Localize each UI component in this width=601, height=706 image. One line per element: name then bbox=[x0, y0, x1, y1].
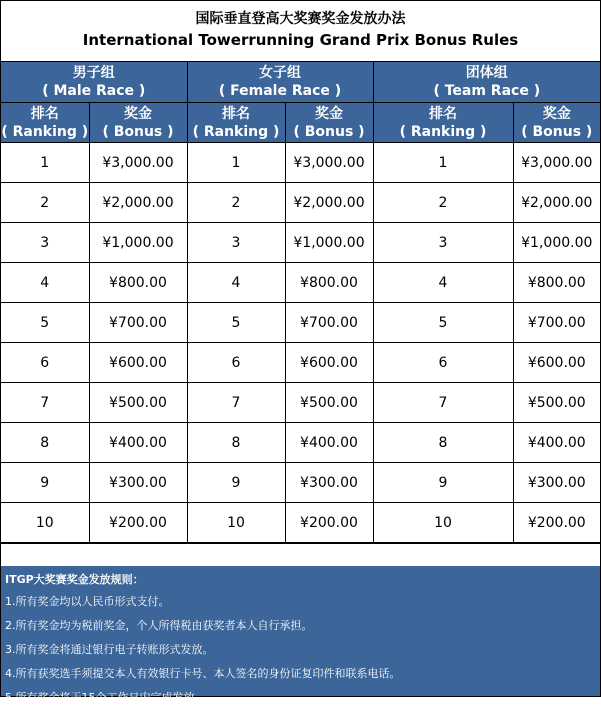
col-bonus-en: ( Bonus ) bbox=[293, 123, 365, 140]
bonus-cell-male: ¥3,000.00 bbox=[89, 143, 187, 183]
table-row bbox=[1, 463, 600, 503]
spacer bbox=[1, 543, 600, 566]
group-female-en: ( Female Race ) bbox=[218, 83, 342, 99]
bonus-cell-female: ¥300.00 bbox=[285, 463, 373, 503]
table-row bbox=[1, 303, 600, 343]
rank-cell-male: 7 bbox=[1, 383, 89, 423]
group-header-row bbox=[1, 62, 600, 103]
rules-notes bbox=[1, 566, 600, 704]
table-row bbox=[1, 343, 600, 383]
rank-cell-female: 5 bbox=[187, 303, 285, 343]
table-row bbox=[1, 423, 600, 463]
rank-cell-male: 10 bbox=[1, 503, 89, 543]
bonus-cell-male: ¥300.00 bbox=[89, 463, 187, 503]
rank-cell-male: 5 bbox=[1, 303, 89, 343]
rank-cell-male: 1 bbox=[1, 143, 89, 183]
rank-cell-female: 4 bbox=[187, 263, 285, 303]
col-rank-en: ( Ranking ) bbox=[1, 123, 89, 140]
title-english: International Towerrunning Grand Prix Bonus Rules bbox=[82, 31, 519, 49]
rank-cell-female: 10 bbox=[187, 503, 285, 543]
bonus-cell-female: ¥3,000.00 bbox=[285, 143, 373, 183]
table-row bbox=[1, 183, 600, 223]
bonus-cell-male: ¥400.00 bbox=[89, 423, 187, 463]
rank-cell-team: 2 bbox=[373, 183, 513, 223]
rank-cell-male: 4 bbox=[1, 263, 89, 303]
rule-item: 2.所有奖金均为税前奖金，个人所得税由获奖者本人自行承担。 bbox=[5, 619, 313, 632]
col-bonus-male bbox=[89, 103, 187, 143]
group-male bbox=[1, 62, 187, 103]
group-team-en: ( Team Race ) bbox=[433, 83, 541, 99]
col-rank-zh: 排名 bbox=[429, 105, 458, 122]
table-row bbox=[1, 503, 600, 543]
bonus-rows bbox=[1, 143, 600, 543]
rules-heading: ITGP大奖赛奖金发放规则： bbox=[5, 573, 144, 586]
rule-item: 5.所有奖金将于15个工作日内完成发放。 bbox=[5, 691, 206, 704]
rank-cell-male: 8 bbox=[1, 423, 89, 463]
title-chinese: 国际垂直登高大奖赛奖金发放办法 bbox=[195, 11, 406, 27]
bonus-cell-female: ¥2,000.00 bbox=[285, 183, 373, 223]
col-rank-team bbox=[373, 103, 513, 143]
bonus-cell-team: ¥2,000.00 bbox=[513, 183, 600, 223]
bonus-cell-team: ¥200.00 bbox=[513, 503, 600, 543]
bonus-cell-team: ¥400.00 bbox=[513, 423, 600, 463]
bonus-cell-female: ¥200.00 bbox=[285, 503, 373, 543]
rank-cell-female: 6 bbox=[187, 343, 285, 383]
rule-item: 3.所有奖金将通过银行电子转账形式发放。 bbox=[5, 643, 214, 656]
rank-cell-male: 9 bbox=[1, 463, 89, 503]
rank-cell-female: 2 bbox=[187, 183, 285, 223]
rank-cell-team: 6 bbox=[373, 343, 513, 383]
rule-item: 4.所有获奖选手须提交本人有效银行卡号、本人签名的身份证复印件和联系电话。 bbox=[5, 667, 401, 680]
col-bonus-team bbox=[513, 103, 600, 143]
col-bonus-en: ( Bonus ) bbox=[521, 123, 593, 140]
table-row bbox=[1, 223, 600, 263]
col-bonus-zh: 奖金 bbox=[315, 105, 343, 122]
rank-cell-team: 7 bbox=[373, 383, 513, 423]
bonus-cell-female: ¥500.00 bbox=[285, 383, 373, 423]
bonus-cell-male: ¥800.00 bbox=[89, 263, 187, 303]
bonus-cell-female: ¥1,000.00 bbox=[285, 223, 373, 263]
rank-cell-male: 3 bbox=[1, 223, 89, 263]
group-team bbox=[373, 62, 600, 103]
bonus-cell-male: ¥200.00 bbox=[89, 503, 187, 543]
rank-cell-female: 8 bbox=[187, 423, 285, 463]
bonus-cell-female: ¥400.00 bbox=[285, 423, 373, 463]
rank-cell-female: 7 bbox=[187, 383, 285, 423]
bonus-cell-team: ¥600.00 bbox=[513, 343, 600, 383]
bonus-cell-male: ¥2,000.00 bbox=[89, 183, 187, 223]
bonus-cell-team: ¥800.00 bbox=[513, 263, 600, 303]
bonus-cell-male: ¥1,000.00 bbox=[89, 223, 187, 263]
table-row bbox=[1, 383, 600, 423]
bonus-cell-team: ¥700.00 bbox=[513, 303, 600, 343]
rank-cell-team: 8 bbox=[373, 423, 513, 463]
rank-cell-male: 6 bbox=[1, 343, 89, 383]
bonus-cell-male: ¥500.00 bbox=[89, 383, 187, 423]
bonus-cell-team: ¥3,000.00 bbox=[513, 143, 600, 183]
col-rank-male bbox=[1, 103, 89, 143]
table-row bbox=[1, 263, 600, 303]
bonus-cell-male: ¥700.00 bbox=[89, 303, 187, 343]
col-bonus-female bbox=[285, 103, 373, 143]
table-row bbox=[1, 143, 600, 183]
col-rank-en: ( Ranking ) bbox=[399, 123, 487, 140]
bonus-cell-female: ¥700.00 bbox=[285, 303, 373, 343]
rank-cell-team: 9 bbox=[373, 463, 513, 503]
column-header-row bbox=[1, 103, 600, 143]
group-team-zh: 团体组 bbox=[465, 65, 508, 81]
rank-cell-female: 9 bbox=[187, 463, 285, 503]
title-block bbox=[1, 1, 600, 62]
rank-cell-team: 10 bbox=[373, 503, 513, 543]
col-rank-zh: 排名 bbox=[222, 105, 250, 122]
bonus-cell-male: ¥600.00 bbox=[89, 343, 187, 383]
col-rank-zh: 排名 bbox=[30, 105, 59, 122]
rank-cell-team: 1 bbox=[373, 143, 513, 183]
rank-cell-female: 1 bbox=[187, 143, 285, 183]
rank-cell-team: 3 bbox=[373, 223, 513, 263]
bonus-cell-team: ¥300.00 bbox=[513, 463, 600, 503]
bonus-table bbox=[1, 62, 600, 543]
col-rank-female bbox=[187, 103, 285, 143]
group-male-zh: 男子组 bbox=[72, 65, 115, 81]
col-bonus-en: ( Bonus ) bbox=[102, 123, 174, 140]
rank-cell-female: 3 bbox=[187, 223, 285, 263]
bonus-cell-female: ¥600.00 bbox=[285, 343, 373, 383]
rank-cell-team: 5 bbox=[373, 303, 513, 343]
rank-cell-team: 4 bbox=[373, 263, 513, 303]
group-male-en: ( Male Race ) bbox=[42, 83, 146, 99]
group-female bbox=[187, 62, 373, 103]
rule-item: 1.所有奖金均以人民币形式支付。 bbox=[5, 595, 170, 608]
rank-cell-male: 2 bbox=[1, 183, 89, 223]
col-rank-en: ( Ranking ) bbox=[192, 123, 280, 140]
col-bonus-zh: 奖金 bbox=[542, 105, 571, 122]
group-female-zh: 女子组 bbox=[259, 65, 301, 81]
col-bonus-zh: 奖金 bbox=[124, 105, 152, 122]
bonus-cell-team: ¥1,000.00 bbox=[513, 223, 600, 263]
bonus-cell-female: ¥800.00 bbox=[285, 263, 373, 303]
bonus-cell-team: ¥500.00 bbox=[513, 383, 600, 423]
